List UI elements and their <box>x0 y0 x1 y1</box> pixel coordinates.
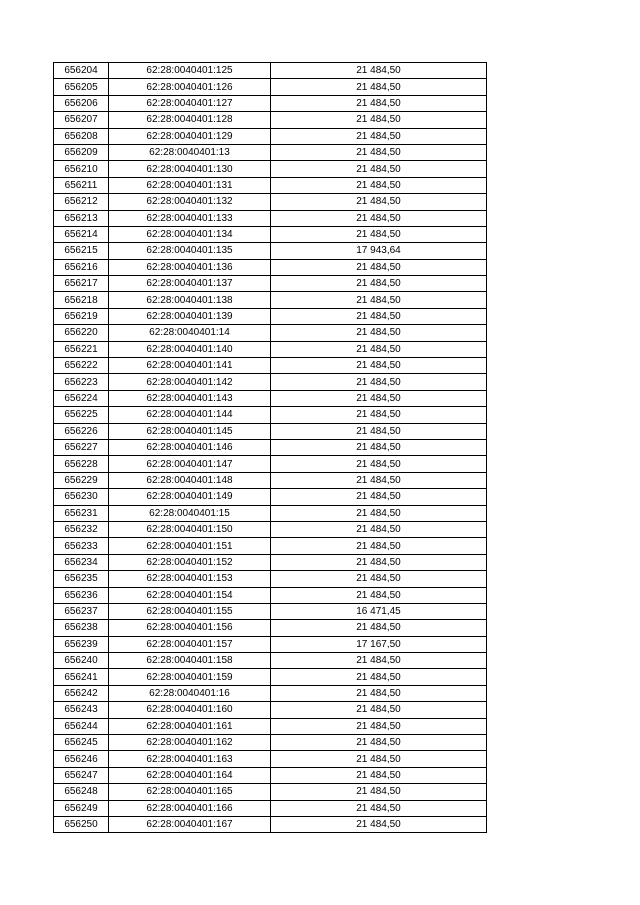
value-cell: 21 484,50 <box>271 505 487 521</box>
table-row <box>54 538 487 554</box>
cadastral-number-cell: 62:28:0040401:149 <box>109 489 271 505</box>
table-row <box>54 423 487 439</box>
cadastral-number-cell: 62:28:0040401:161 <box>109 718 271 734</box>
cadastral-value-table <box>53 62 487 833</box>
value-cell: 21 484,50 <box>271 620 487 636</box>
record-number-cell: 656225 <box>54 407 109 423</box>
table-row <box>54 325 487 341</box>
record-number-cell: 656207 <box>54 112 109 128</box>
cadastral-number-cell: 62:28:0040401:135 <box>109 243 271 259</box>
value-cell: 21 484,50 <box>271 144 487 160</box>
value-cell: 21 484,50 <box>271 177 487 193</box>
table-row <box>54 571 487 587</box>
table-row <box>54 79 487 95</box>
table-row <box>54 784 487 800</box>
cadastral-number-cell: 62:28:0040401:152 <box>109 554 271 570</box>
cadastral-number-cell: 62:28:0040401:153 <box>109 571 271 587</box>
cadastral-number-cell: 62:28:0040401:150 <box>109 521 271 537</box>
record-number-cell: 656241 <box>54 669 109 685</box>
value-cell: 21 484,50 <box>271 538 487 554</box>
value-cell: 21 484,50 <box>271 571 487 587</box>
record-number-cell: 656223 <box>54 374 109 390</box>
value-cell: 21 484,50 <box>271 669 487 685</box>
value-cell: 21 484,50 <box>271 456 487 472</box>
table-row <box>54 439 487 455</box>
table-row <box>54 472 487 488</box>
value-cell: 21 484,50 <box>271 472 487 488</box>
record-number-cell: 656243 <box>54 702 109 718</box>
cadastral-number-cell: 62:28:0040401:136 <box>109 259 271 275</box>
cadastral-number-cell: 62:28:0040401:15 <box>109 505 271 521</box>
record-number-cell: 656248 <box>54 784 109 800</box>
cadastral-number-cell: 62:28:0040401:142 <box>109 374 271 390</box>
table-row <box>54 161 487 177</box>
table-row <box>54 554 487 570</box>
table-row <box>54 112 487 128</box>
record-number-cell: 656206 <box>54 95 109 111</box>
cadastral-number-cell: 62:28:0040401:151 <box>109 538 271 554</box>
cadastral-number-cell: 62:28:0040401:137 <box>109 276 271 292</box>
record-number-cell: 656212 <box>54 194 109 210</box>
table-row <box>54 374 487 390</box>
table-row <box>54 587 487 603</box>
table-row <box>54 308 487 324</box>
cadastral-number-cell: 62:28:0040401:127 <box>109 95 271 111</box>
record-number-cell: 656238 <box>54 620 109 636</box>
record-number-cell: 656213 <box>54 210 109 226</box>
cadastral-number-cell: 62:28:0040401:157 <box>109 636 271 652</box>
record-number-cell: 656231 <box>54 505 109 521</box>
table-row <box>54 653 487 669</box>
value-cell: 21 484,50 <box>271 325 487 341</box>
value-cell: 21 484,50 <box>271 735 487 751</box>
record-number-cell: 656221 <box>54 341 109 357</box>
record-number-cell: 656233 <box>54 538 109 554</box>
record-number-cell: 656205 <box>54 79 109 95</box>
cadastral-number-cell: 62:28:0040401:144 <box>109 407 271 423</box>
record-number-cell: 656209 <box>54 144 109 160</box>
cadastral-number-cell: 62:28:0040401:129 <box>109 128 271 144</box>
record-number-cell: 656220 <box>54 325 109 341</box>
value-cell: 21 484,50 <box>271 439 487 455</box>
table-row <box>54 718 487 734</box>
cadastral-number-cell: 62:28:0040401:159 <box>109 669 271 685</box>
cadastral-number-cell: 62:28:0040401:14 <box>109 325 271 341</box>
record-number-cell: 656249 <box>54 800 109 816</box>
table-row <box>54 128 487 144</box>
record-number-cell: 656211 <box>54 177 109 193</box>
value-cell: 21 484,50 <box>271 79 487 95</box>
record-number-cell: 656245 <box>54 735 109 751</box>
table-row <box>54 177 487 193</box>
record-number-cell: 656210 <box>54 161 109 177</box>
table-row <box>54 685 487 701</box>
cadastral-number-cell: 62:28:0040401:158 <box>109 653 271 669</box>
value-cell: 21 484,50 <box>271 653 487 669</box>
record-number-cell: 656246 <box>54 751 109 767</box>
record-number-cell: 656218 <box>54 292 109 308</box>
table-row <box>54 243 487 259</box>
cadastral-number-cell: 62:28:0040401:139 <box>109 308 271 324</box>
record-number-cell: 656226 <box>54 423 109 439</box>
record-number-cell: 656208 <box>54 128 109 144</box>
value-cell: 21 484,50 <box>271 161 487 177</box>
table-row <box>54 226 487 242</box>
value-cell: 21 484,50 <box>271 800 487 816</box>
table-body <box>54 63 487 833</box>
record-number-cell: 656235 <box>54 571 109 587</box>
cadastral-number-cell: 62:28:0040401:163 <box>109 751 271 767</box>
table-row <box>54 95 487 111</box>
value-cell: 21 484,50 <box>271 489 487 505</box>
table-row <box>54 521 487 537</box>
value-cell: 21 484,50 <box>271 751 487 767</box>
record-number-cell: 656215 <box>54 243 109 259</box>
value-cell: 21 484,50 <box>271 95 487 111</box>
record-number-cell: 656222 <box>54 358 109 374</box>
value-cell: 16 471,45 <box>271 603 487 619</box>
value-cell: 21 484,50 <box>271 259 487 275</box>
record-number-cell: 656227 <box>54 439 109 455</box>
value-cell: 21 484,50 <box>271 194 487 210</box>
cadastral-number-cell: 62:28:0040401:16 <box>109 685 271 701</box>
record-number-cell: 656204 <box>54 63 109 79</box>
value-cell: 21 484,50 <box>271 407 487 423</box>
cadastral-number-cell: 62:28:0040401:140 <box>109 341 271 357</box>
value-cell: 21 484,50 <box>271 702 487 718</box>
value-cell: 21 484,50 <box>271 816 487 832</box>
cadastral-number-cell: 62:28:0040401:147 <box>109 456 271 472</box>
record-number-cell: 656230 <box>54 489 109 505</box>
record-number-cell: 656234 <box>54 554 109 570</box>
value-cell: 21 484,50 <box>271 685 487 701</box>
cadastral-number-cell: 62:28:0040401:146 <box>109 439 271 455</box>
table-row <box>54 390 487 406</box>
cadastral-number-cell: 62:28:0040401:132 <box>109 194 271 210</box>
value-cell: 21 484,50 <box>271 308 487 324</box>
value-cell: 21 484,50 <box>271 341 487 357</box>
table-row <box>54 489 487 505</box>
record-number-cell: 656237 <box>54 603 109 619</box>
cadastral-number-cell: 62:28:0040401:134 <box>109 226 271 242</box>
cadastral-number-cell: 62:28:0040401:126 <box>109 79 271 95</box>
cadastral-number-cell: 62:28:0040401:145 <box>109 423 271 439</box>
table-row <box>54 63 487 79</box>
table-row <box>54 505 487 521</box>
value-cell: 21 484,50 <box>271 521 487 537</box>
table-row <box>54 456 487 472</box>
record-number-cell: 656216 <box>54 259 109 275</box>
table-row <box>54 341 487 357</box>
table-row <box>54 144 487 160</box>
value-cell: 21 484,50 <box>271 128 487 144</box>
record-number-cell: 656247 <box>54 767 109 783</box>
cadastral-number-cell: 62:28:0040401:165 <box>109 784 271 800</box>
value-cell: 21 484,50 <box>271 63 487 79</box>
cadastral-number-cell: 62:28:0040401:138 <box>109 292 271 308</box>
value-cell: 21 484,50 <box>271 718 487 734</box>
record-number-cell: 656229 <box>54 472 109 488</box>
value-cell: 21 484,50 <box>271 587 487 603</box>
cadastral-number-cell: 62:28:0040401:131 <box>109 177 271 193</box>
cadastral-number-cell: 62:28:0040401:166 <box>109 800 271 816</box>
value-cell: 21 484,50 <box>271 226 487 242</box>
table-row <box>54 603 487 619</box>
record-number-cell: 656219 <box>54 308 109 324</box>
table-row <box>54 194 487 210</box>
record-number-cell: 656228 <box>54 456 109 472</box>
table-row <box>54 259 487 275</box>
value-cell: 21 484,50 <box>271 554 487 570</box>
record-number-cell: 656239 <box>54 636 109 652</box>
table-row <box>54 669 487 685</box>
table-row <box>54 276 487 292</box>
record-number-cell: 656242 <box>54 685 109 701</box>
value-cell: 21 484,50 <box>271 767 487 783</box>
value-cell: 21 484,50 <box>271 276 487 292</box>
record-number-cell: 656232 <box>54 521 109 537</box>
table-row <box>54 816 487 832</box>
cadastral-number-cell: 62:28:0040401:143 <box>109 390 271 406</box>
table-row <box>54 358 487 374</box>
value-cell: 21 484,50 <box>271 374 487 390</box>
table-row <box>54 620 487 636</box>
cadastral-number-cell: 62:28:0040401:164 <box>109 767 271 783</box>
table-row <box>54 292 487 308</box>
record-number-cell: 656250 <box>54 816 109 832</box>
value-cell: 17 167,50 <box>271 636 487 652</box>
table-row <box>54 702 487 718</box>
table-row <box>54 735 487 751</box>
cadastral-number-cell: 62:28:0040401:141 <box>109 358 271 374</box>
cadastral-number-cell: 62:28:0040401:154 <box>109 587 271 603</box>
value-cell: 21 484,50 <box>271 784 487 800</box>
record-number-cell: 656217 <box>54 276 109 292</box>
record-number-cell: 656244 <box>54 718 109 734</box>
cadastral-number-cell: 62:28:0040401:13 <box>109 144 271 160</box>
cadastral-number-cell: 62:28:0040401:156 <box>109 620 271 636</box>
record-number-cell: 656240 <box>54 653 109 669</box>
value-cell: 21 484,50 <box>271 292 487 308</box>
cadastral-number-cell: 62:28:0040401:167 <box>109 816 271 832</box>
value-cell: 21 484,50 <box>271 210 487 226</box>
table-row <box>54 800 487 816</box>
record-number-cell: 656236 <box>54 587 109 603</box>
cadastral-number-cell: 62:28:0040401:125 <box>109 63 271 79</box>
value-cell: 17 943,64 <box>271 243 487 259</box>
record-number-cell: 656214 <box>54 226 109 242</box>
cadastral-number-cell: 62:28:0040401:128 <box>109 112 271 128</box>
cadastral-number-cell: 62:28:0040401:155 <box>109 603 271 619</box>
cadastral-number-cell: 62:28:0040401:162 <box>109 735 271 751</box>
table-row <box>54 210 487 226</box>
table-row <box>54 767 487 783</box>
table-row <box>54 751 487 767</box>
value-cell: 21 484,50 <box>271 390 487 406</box>
value-cell: 21 484,50 <box>271 112 487 128</box>
record-number-cell: 656224 <box>54 390 109 406</box>
table-row <box>54 636 487 652</box>
cadastral-number-cell: 62:28:0040401:130 <box>109 161 271 177</box>
cadastral-number-cell: 62:28:0040401:160 <box>109 702 271 718</box>
cadastral-number-cell: 62:28:0040401:133 <box>109 210 271 226</box>
value-cell: 21 484,50 <box>271 423 487 439</box>
table-row <box>54 407 487 423</box>
value-cell: 21 484,50 <box>271 358 487 374</box>
cadastral-number-cell: 62:28:0040401:148 <box>109 472 271 488</box>
